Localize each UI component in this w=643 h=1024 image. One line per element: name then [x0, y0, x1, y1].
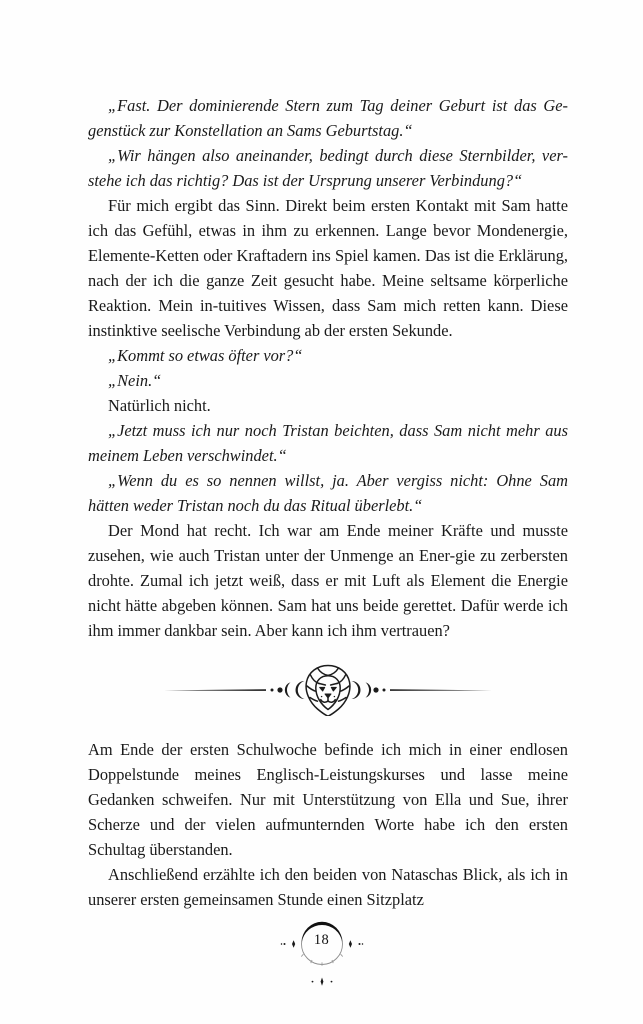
page-footer	[0, 918, 643, 1008]
paragraph: Der Mond hat recht. Ich war am Ende meiner Kräfte und musste zusehen, wie auch Tristan unter der Unmenge an Ener-gie zu zerbersten drohte. Zumal ich jetzt weiß, dass er mit Luft als Element die Energie nicht hätte abgeben können. Sam hat uns beide gerettet. Dafür werde ich ihm immer dankbar sein. Aber kann ich ihm vertrauen?	[88, 521, 568, 640]
paragraph: „Jetzt muss ich nur noch Tristan beichten, dass Sam nicht mehr aus meinem Leben verschwindet.“	[88, 421, 568, 465]
paragraph: „Fast. Der dominierende Stern zum Tag deiner Geburt ist das Ge-genstück zur Konstellation an Sams Geburtstag.“	[88, 96, 568, 140]
paragraph: Am Ende der ersten Schulwoche befinde ich mich in einer endlosen Doppelstunde meines Englisch-Leistungskurses und lasse meine Gedanken schweifen. Nur mit Unterstützung von Ella und Sue, ihrer Scherze und der vielen aufmunternden Worte habe ich den ersten Schultag überstanden.	[88, 740, 568, 859]
paragraph: „Nein.“	[108, 371, 162, 390]
paragraph: „Kommt so etwas öfter vor?“	[108, 346, 303, 365]
page-number: 18	[313, 932, 330, 948]
lion-head-moon-phases-divider-icon	[162, 664, 494, 716]
paragraph: Natürlich nicht.	[108, 396, 211, 415]
paragraph: Anschließend erzählte ich den beiden von Nataschas Blick, als ich in unserer ersten gemeinsamen Stunde einen Sitzplatz	[88, 865, 568, 909]
body-text-block-lower	[88, 737, 568, 912]
paragraph: Für mich ergibt das Sinn. Direkt beim ersten Kontakt mit Sam hatte ich das Gefühl, etwas in ihm zu erkennen. Lange bevor Mondenergie, Elemente-Ketten oder Kraftadern ins Spiel kamen. Das ist die Erklärung, nach der ich die ganze Zeit gesucht habe. Meine seltsame körperliche Reaktion. Mein in-tuitives Wissen, dass Sam mich retten kann. Diese instinktive seelische Verbindung ab der ersten Sekunde.	[88, 196, 568, 340]
paragraph: „Wir hängen also aneinander, bedingt durch diese Sternbilder, ver-stehe ich das richtig? Das ist der Ursprung unserer Verbindung?“	[88, 146, 568, 190]
paragraph: „Wenn du es so nennen willst, ja. Aber vergiss nicht: Ohne Sam hätten weder Tristan noch du das Ritual überlebt.“	[88, 471, 568, 515]
body-text-block	[88, 93, 568, 643]
section-divider	[88, 662, 568, 718]
